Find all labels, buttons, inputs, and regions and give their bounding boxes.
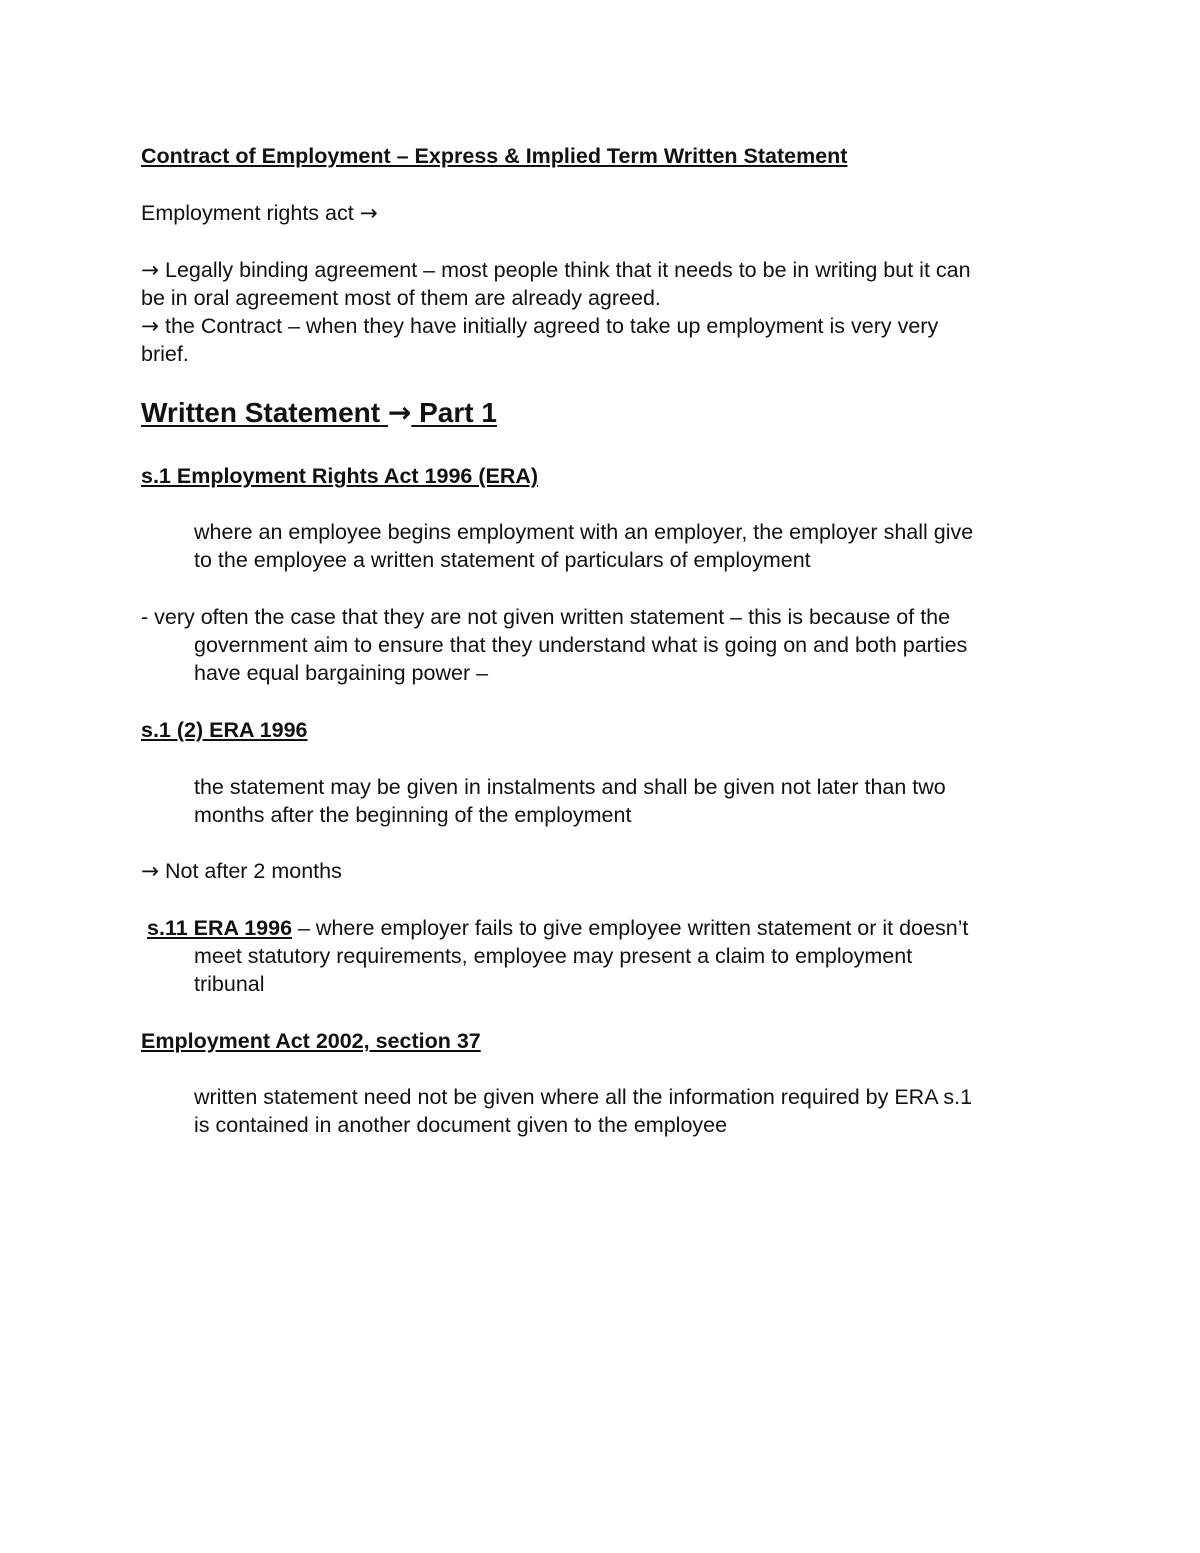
ea2002-heading: Employment Act 2002, section 37	[141, 1029, 481, 1053]
s11-text-line-1: – where employer fails to give employee written statement or it doesn’t	[292, 916, 969, 940]
ea2002-quote-line-1: written statement need not be given where all the information required by ERA s.1	[194, 1085, 973, 1109]
s1-note-line-3: have equal bargaining power –	[194, 661, 489, 685]
arrow-icon: →	[141, 859, 160, 884]
s1-heading: s.1 Employment Rights Act 1996 (ERA)	[141, 464, 539, 488]
document-title: Contract of Employment – Express & Implied Term Written Statement	[141, 144, 848, 168]
section-heading-right: Part 1	[419, 397, 497, 428]
s11-text-line-3: tribunal	[194, 972, 265, 996]
s1-2-heading: s.1 (2) ERA 1996	[141, 718, 308, 742]
arrow-icon: →	[359, 201, 378, 226]
arrow-icon: →	[141, 314, 160, 339]
intro-point-1-text: Legally binding agreement – most people think that it needs to be in writing but it can	[165, 258, 971, 282]
section-heading	[141, 396, 497, 430]
s1-quote-line-1: where an employee begins employment with an employer, the employer shall give	[194, 520, 974, 544]
era-line	[141, 199, 378, 228]
intro-point-2	[141, 312, 938, 341]
arrow-icon: →	[387, 396, 412, 429]
arrow-icon: →	[141, 258, 160, 283]
intro-point-1	[141, 256, 971, 285]
s1-quote-line-2: to the employee a written statement of particulars of employment	[194, 548, 811, 572]
s1-note-line-2: government aim to ensure that they understand what is going on and both parties	[194, 633, 968, 657]
intro-point-2-cont: brief.	[141, 342, 189, 366]
s11-text-line-2: meet statutory requirements, employee may present a claim to employment	[194, 944, 913, 968]
s1-2-quote-line-1: the statement may be given in instalments and shall be given not later than two	[194, 775, 946, 799]
s1-2-quote-line-2: months after the beginning of the employment	[194, 803, 632, 827]
s1-2-note-text: Not after 2 months	[165, 859, 342, 883]
ea2002-quote-line-2: is contained in another document given to the employee	[194, 1113, 728, 1137]
era-line-text: Employment rights act	[141, 201, 354, 225]
s11-line-1	[141, 914, 968, 942]
s11-heading: s.11 ERA 1996	[147, 916, 293, 940]
intro-point-2-text: the Contract – when they have initially agreed to take up employment is very very	[165, 314, 939, 338]
s1-note-line-1: - very often the case that they are not given written statement – this is because of the	[141, 605, 951, 629]
intro-point-1-cont: be in oral agreement most of them are already agreed.	[141, 286, 661, 310]
s1-2-note	[141, 857, 342, 886]
section-heading-left: Written Statement	[141, 397, 381, 428]
